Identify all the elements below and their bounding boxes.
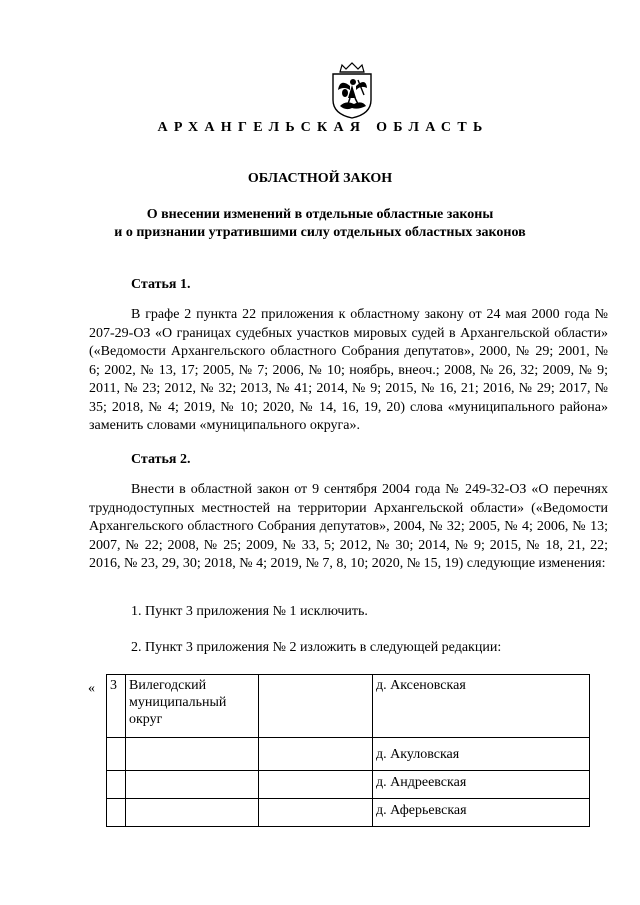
village-name: д. Акуловская [373,738,590,771]
extra-cell [259,799,373,827]
coat-of-arms-icon [328,62,376,120]
document-title [0,206,640,242]
village-name: д. Аксеновская [373,675,590,738]
table-row [107,675,590,738]
extra-cell [259,771,373,799]
amendment-item-1: 1. Пункт 3 приложения № 1 исключить. [131,604,368,619]
amendment-table [106,674,590,827]
table-row [107,738,590,771]
village-name: д. Андреевская [373,771,590,799]
row-number [107,799,126,827]
table-row [107,799,590,827]
article-1-text: В графе 2 пункта 22 приложения к областному закону от 24 мая 2000 года № 207-29-ОЗ «О границах судебных участков мировых судей в Архангельской области» («Ведомости Архангельского областного Собрания депутатов», 2000, № 29; 2001, № 6; 2002, № 13, 17; 2005, № 7; 2006, № 10; ноябрь, внеоч.; 2008, № 26, 32; 2009, № 9; 2011, № 23; 2012, № 32; 2013, № 41; 2014, № 9; 2015, № 16, 21; 2016, № 29; 2017, № 35; 2018, № 4; 2019, № 10; 2020, № 14, 16, 19, 20) слова «муниципального района» заменить словами «муниципального округа». [89,307,608,433]
extra-cell [259,675,373,738]
title-line-2: и о признании утратившими силу отдельных областных законов [114,225,526,240]
region-name: АРХАНГЕЛЬСКАЯ ОБЛАСТЬ [157,120,489,135]
article-2-heading: Статья 2. [131,452,191,467]
row-number [107,771,126,799]
table-row [107,771,590,799]
district-name [126,738,259,771]
extra-cell [259,738,373,771]
article-2-text: Внести в областной закон от 9 сентября 2004 года № 249-32-ОЗ «О перечнях труднодоступных местностей на территории Архангельской области» («Ведомости Архангельского областного Собрания депутатов», 2004, № 32; 2005, № 4; 2006, № 13; 2007, № 22; 2008, № 25; 2009, № 33, 5; 2012, № 30; 2014, № 9; 2015, № 18, 21, 22; 2016, № 23, 29, 30; 2018, № 4; 2019, № 7, 8, 10; 2020, № 15, 19) следующие изменения: [89,482,608,571]
amendment-item-2: 2. Пункт 3 приложения № 2 изложить в следующей редакции: [131,640,502,655]
district-name [126,799,259,827]
document-type: ОБЛАСТНОЙ ЗАКОН [247,171,393,186]
opening-quote: « [88,681,95,696]
article-1-heading: Статья 1. [131,277,191,292]
village-name: д. Аферьевская [373,799,590,827]
district-name [126,771,259,799]
title-line-1: О внесении изменений в отдельные областные законы [146,207,494,222]
row-number: 3 [107,675,126,738]
district-name: Вилегодский муниципальный округ [126,675,259,738]
row-number [107,738,126,771]
